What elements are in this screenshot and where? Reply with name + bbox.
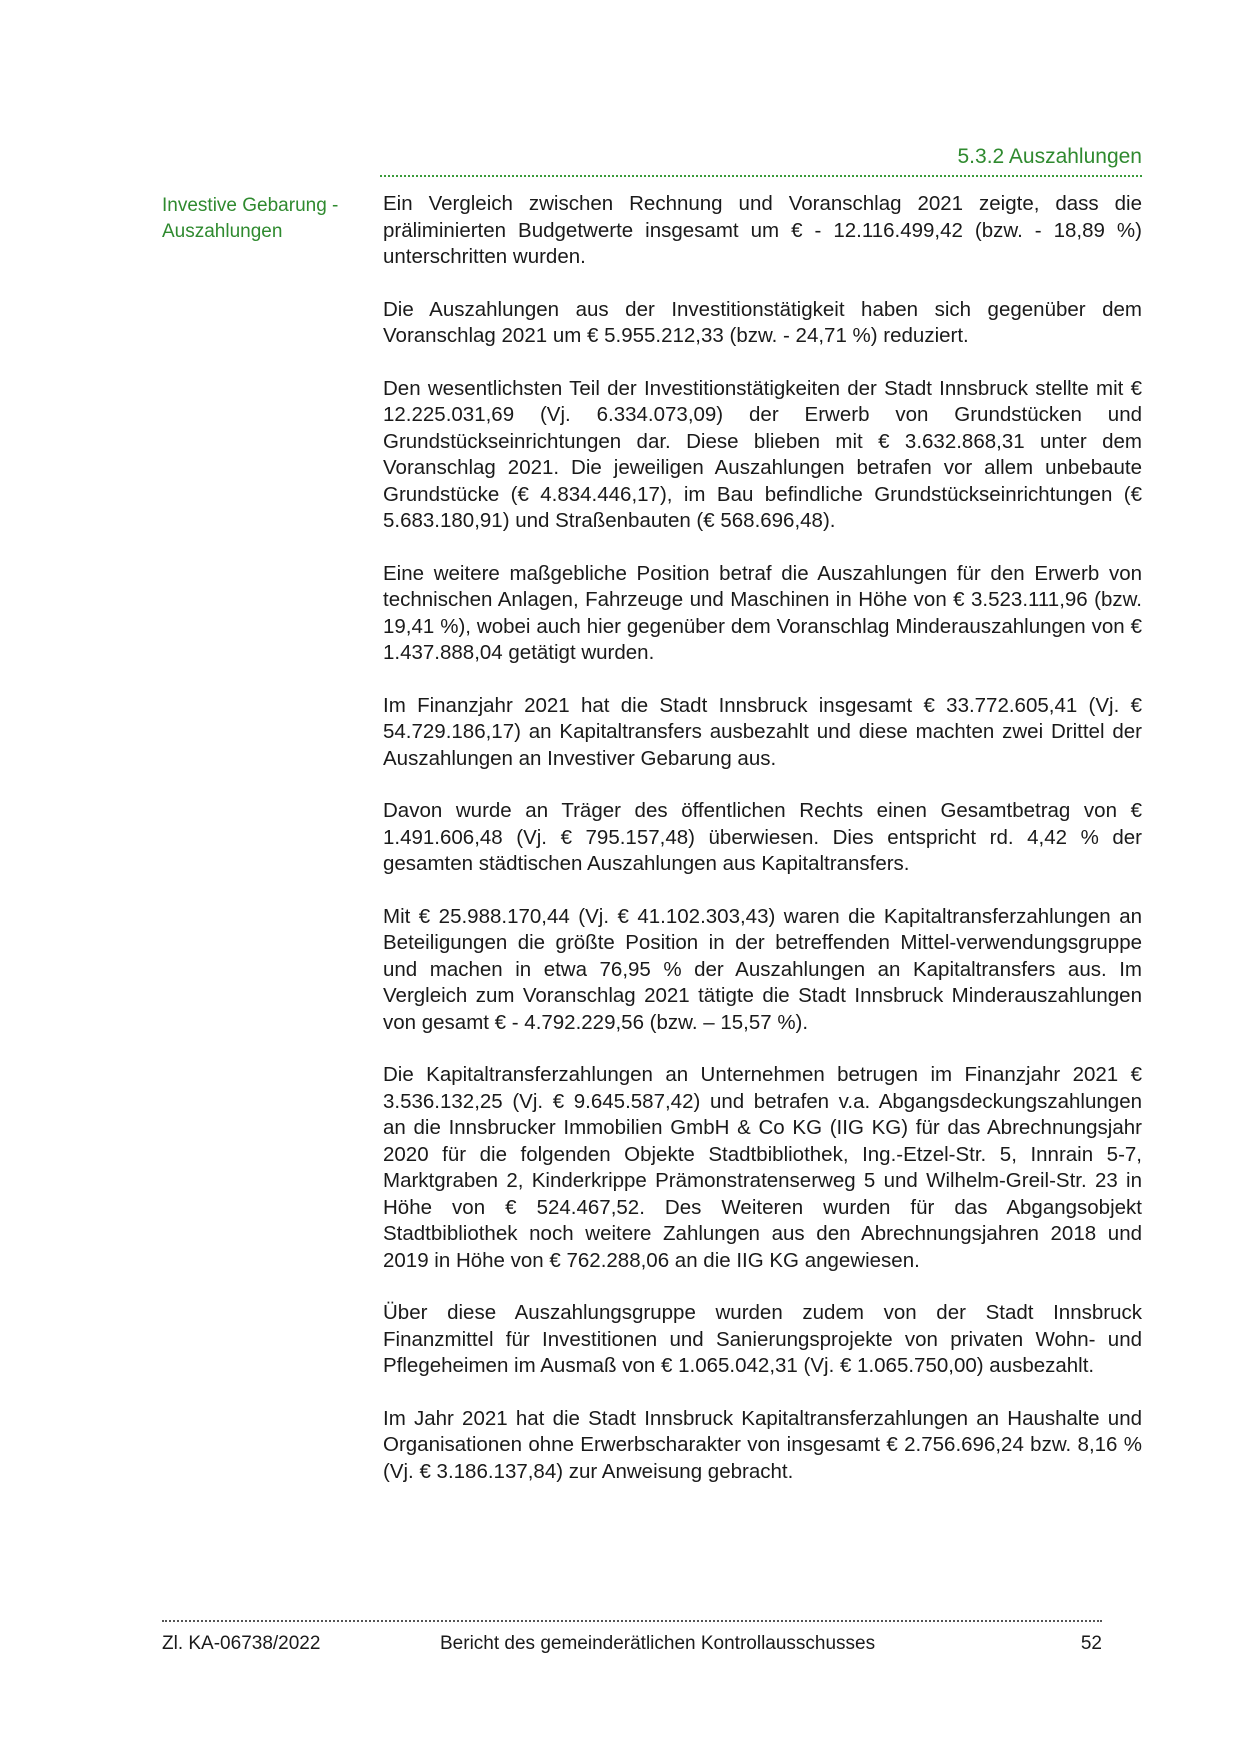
paragraph-1: Ein Vergleich zwischen Rechnung und Voranschlag 2021 zeigte, dass die präliminierten Budgetwerte insgesamt um € - 12.116.499,42 (bzw. - 18,89 %) unterschritten wurden. <box>383 192 1142 268</box>
paragraph-3: Den wesentlichsten Teil der Investitionstätigkeiten der Stadt Innsbruck stellte mit € 12.225.031,69 (Vj. 6.334.073,09) der Erwerb von Grundstücken und Grundstückseinrichtungen dar. Diese blieben mit € 3.632.868,31 unter dem Voranschlag 2021. Die jeweiligen Auszahlungen betrafen vor allem unbebaute Grundstücke (€ 4.834.446,17), im Bau befindliche Grundstückseinrichtungen (€ 5.683.180,91) und Straßenbauten (€ 568.696,48). <box>383 376 1142 532</box>
paragraph-8: Die Kapitaltransferzahlungen an Unternehmen betrugen im Finanzjahr 2021 € 3.536.132,25 (Vj. € 9.645.587,42) und betrafen v.a. Abgangsdeckungszahlungen an die Innsbrucker Immobilien GmbH & Co KG (IIG KG) für das Abrechnungsjahr 2020 für die folgenden Objekte Stadtbibliothek, Ing.-Etzel-Str. 5, Innrain 5-7, Marktgraben 2, Kinderkrippe Prämonstratenserweg 5 und Wilhelm-Greil-Str. 23 in Höhe von € 524.467,52. Des Weiteren wurden für das Abgangsobjekt Stadtbibliothek noch weitere Zahlungen aus den Abrechnungsjahren 2018 und 2019 in Höhe von € 762.288,06 an die IIG KG angewiesen. <box>383 1063 1142 1272</box>
paragraph-6: Davon wurde an Träger des öffentlichen Rechts einen Gesamtbetrag von € 1.491.606,48 (Vj. € 795.157,48) überwiesen. Dies entspricht rd. 4,42 % der gesamten städtischen Auszahlungen aus Kapitaltransfers. <box>383 799 1142 875</box>
body-text <box>383 191 1142 1511</box>
footer-divider <box>162 1620 1102 1622</box>
section-heading: 5.3.2 Auszahlungen <box>380 145 1142 177</box>
paragraph-9: Über diese Auszahlungsgruppe wurden zudem von der Stadt Innsbruck Finanzmittel für Investitionen und Sanierungsprojekte von privaten Wohn- und Pflegeheimen im Ausmaß von € 1.065.042,31 (Vj. € 1.065.750,00) ausbezahlt. <box>383 1301 1142 1377</box>
paragraph-5: Im Finanzjahr 2021 hat die Stadt Innsbruck insgesamt € 33.772.605,41 (Vj. € 54.729.186,17) an Kapitaltransfers ausbezahlt und diese machten zwei Drittel der Auszahlungen an Investiver Gebarung aus. <box>383 693 1142 770</box>
page-number: 52 <box>1080 1633 1102 1654</box>
margin-note-line-1: Investive Gebarung - <box>162 195 339 216</box>
paragraph-10: Im Jahr 2021 hat die Stadt Innsbruck Kapitaltransferzahlungen an Haushalte und Organisationen ohne Erwerbscharakter von insgesamt € 2.756.696,24 bzw. 8,16 % (Vj. € 3.186.137,84) zur Anweisung gebracht. <box>383 1406 1142 1483</box>
paragraph-4: Eine weitere maßgebliche Position betraf die Auszahlungen für den Erwerb von technischen Anlagen, Fahrzeuge und Maschinen in Höhe von € 3.523.111,96 (bzw. 19,41 %), wobei auch hier gegenüber dem Voranschlag Minderauszahlungen von € 1.437.888,04 getätigt wurden. <box>383 561 1142 664</box>
footer-title: Bericht des gemeinderätlichen Kontrollausschusses <box>440 1633 876 1654</box>
paragraph-7: Mit € 25.988.170,44 (Vj. € 41.102.303,43) waren die Kapitaltransferzahlungen an Beteiligungen die größte Position in der betreffenden Mittel-verwendungsgruppe und machen in etwa 76,95 % der Auszahlungen an Kapitaltransfers aus. Im Vergleich zum Voranschlag 2021 tätigte die Stadt Innsbruck Minderauszahlungen von gesamt € - 4.792.229,56 (bzw. – 15,57 %). <box>383 904 1142 1034</box>
footer-reference: Zl. KA-06738/2022 <box>162 1633 321 1654</box>
margin-note-line-2: Auszahlungen <box>162 221 283 242</box>
margin-note <box>162 193 362 245</box>
paragraph-2: Die Auszahlungen aus der Investitionstätigkeit haben sich gegenüber dem Voranschlag 2021 um € 5.955.212,33 (bzw. - 24,71 %) reduziert. <box>383 297 1142 347</box>
